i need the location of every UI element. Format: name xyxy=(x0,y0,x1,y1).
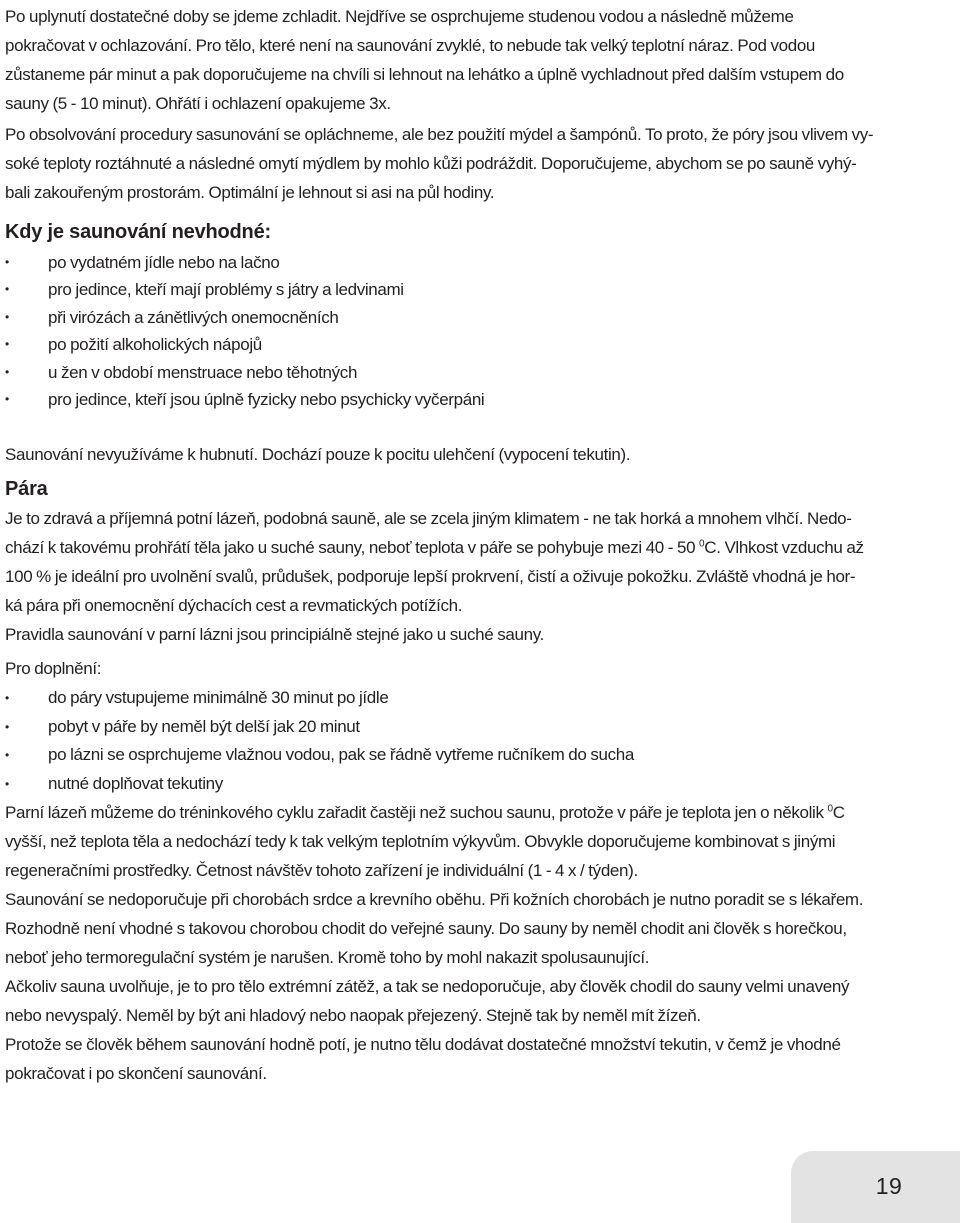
bullet-icon: • xyxy=(5,776,9,791)
text-line: soké teploty roztáhnuté a následné omytí mýdlem by mohlo kůži podráždit. Doporučujeme, abychom se po sauně vyhý- xyxy=(5,154,857,173)
bullet-icon: • xyxy=(5,719,9,734)
text-line: pokračovat i po skončení saunování. xyxy=(5,1064,267,1084)
bullet-icon: • xyxy=(5,364,9,379)
text-line: Po uplynutí dostatečné doby se jdeme zchladit. Nejdříve se osprchujeme studenou vodou a následně můžeme xyxy=(5,7,794,26)
text-line: regeneračními prostředky. Četnost návštěv tohoto zařízení je individuální (1 - 4 x / týden). xyxy=(5,861,638,881)
page-number-tab xyxy=(791,1151,960,1223)
unsuitable-heading: Kdy je saunování nevhodné: xyxy=(5,221,271,243)
steam-paragraph-3 xyxy=(5,885,955,972)
text-line: bali zakouřeným prostorám. Optimální je lehnout si asi na půl hodiny. xyxy=(5,183,495,202)
steam-paragraph-4 xyxy=(5,972,955,1030)
list-item xyxy=(5,276,955,303)
document-page xyxy=(5,0,955,1088)
list-item xyxy=(5,249,955,276)
list-item-text: do páry vstupujeme minimálně 30 minut po jídle xyxy=(48,688,389,708)
text-line: 100 % je ideální pro uvolnění svalů, průdušek, podporuje lepší prokrvení, čistí a oživuje pokožku. Zvláště vhodná je hor- xyxy=(5,567,856,587)
bullet-icon: • xyxy=(5,282,9,297)
text-line: Parní lázeň můžeme do tréninkového cyklu zařadit častěji než suchou saunu, protože v páře je teplota jen o několik xyxy=(5,803,828,823)
page-number: 19 xyxy=(875,1173,903,1199)
steam-paragraph-5 xyxy=(5,1030,955,1088)
weight-loss-note: Saunování nevyužíváme k hubnutí. Dochází pouze k pocitu ulehčení (vypocení tekutin). xyxy=(5,445,631,465)
list-item-text: pro jedince, kteří jsou úplně fyzicky nebo psychicky vyčerpáni xyxy=(48,390,485,410)
text-line: Ačkoliv sauna uvolňuje, je to pro tělo extrémní zátěž, a tak se nedoporučuje, aby člověk chodil do sauny velmi unavený xyxy=(5,977,850,997)
addendum-label: Pro doplnění: xyxy=(5,659,102,679)
intro-paragraph-1 xyxy=(5,2,955,118)
bullet-icon: • xyxy=(5,309,9,324)
text-line: chází k takovému prohřátí těla jako u suché sauny, neboť teplota v páře se pohybuje mezi 40 - 50 xyxy=(5,538,700,558)
list-item-text: po lázni se osprchujeme vlažnou vodou, pak se řádně vytřeme ručníkem do sucha xyxy=(48,745,634,765)
steam-heading: Pára xyxy=(5,478,48,501)
list-item xyxy=(5,741,955,770)
list-item-text: nutné doplňovat tekutiny xyxy=(48,773,223,793)
text-line: Je to zdravá a příjemná potní lázeň, podobná sauně, ale se zcela jiným klimatem - ne tak horká a mnohem vlhčí. Nedo- xyxy=(5,509,852,529)
unsuitable-list xyxy=(5,249,955,413)
text-line: sauny (5 - 10 minut). Ohřátí i ochlazení opakujeme 3x. xyxy=(5,94,391,113)
intro-paragraph-2 xyxy=(5,120,955,207)
text-line: Po obsolvování procedury sasunování se opláchneme, ale bez použití mýdel a šampónů. To proto, že póry jsou vlivem vy- xyxy=(5,125,874,144)
bullet-icon: • xyxy=(5,691,9,706)
steam-rules: Pravidla saunování v parní lázni jsou principiálně stejné jako u suché sauny. xyxy=(5,625,544,645)
degree-superscript: 0 xyxy=(699,538,705,550)
text-line: Protože se člověk během saunování hodně potí, je nutno tělu dodávat dostatečné množství tekutin, v čemž je vhodné xyxy=(5,1035,841,1055)
list-item xyxy=(5,770,955,799)
text-line: pokračovat v ochlazování. Pro tělo, které není na saunování zvyklé, to nebude tak velký teplotní náraz. Pod vodou xyxy=(5,36,816,55)
bullet-icon: • xyxy=(5,337,9,352)
text-line: C xyxy=(832,803,845,823)
text-line: nebo nevyspalý. Neměl by být ani hladový nebo naopak přejezený. Stejně tak by neměl mít žízeň. xyxy=(5,1006,701,1026)
list-item-text: pro jedince, kteří mají problémy s játry a ledvinami xyxy=(48,280,404,300)
list-item xyxy=(5,386,955,413)
text-line: ká pára při onemocnění dýchacích cest a revmatických potížích. xyxy=(5,596,463,616)
degree-superscript: 0 xyxy=(827,803,833,815)
steam-paragraph-1 xyxy=(5,504,955,620)
list-item xyxy=(5,331,955,358)
list-item xyxy=(5,713,955,742)
list-item xyxy=(5,304,955,331)
text-line: neboť jeho termoregulační systém je narušen. Kromě toho by mohl nakazit spolusaunující. xyxy=(5,948,650,968)
text-line: Rozhodně není vhodné s takovou chorobou chodit do veřejné sauny. Do sauny by neměl chodit ani člověk s horečkou, xyxy=(5,919,847,939)
list-item xyxy=(5,684,955,713)
list-item-text: po vydatném jídle nebo na lačno xyxy=(48,253,280,272)
steam-paragraph-2 xyxy=(5,798,955,885)
text-line: Saunování se nedoporučuje při chorobách srdce a krevního oběhu. Při kožních chorobách je nutno poradit se s lékařem. xyxy=(5,890,864,910)
text-line: vyšší, než teplota těla a nedochází tedy k tak velkým teplotním výkyvům. Obvykle doporučujeme kombinovat s jinými xyxy=(5,832,836,852)
bullet-icon: • xyxy=(5,255,9,269)
text-line: zůstaneme pár minut a pak doporučujeme na chvíli si lehnout na lehátko a úplně vychladnout před dalším vstupem do xyxy=(5,65,844,84)
text-line: C. Vlhkost vzduchu až xyxy=(704,538,864,558)
list-item-text: při virózách a zánětlivých onemocněních xyxy=(48,307,339,327)
bullet-icon: • xyxy=(5,748,9,763)
list-item-text: u žen v období menstruace nebo těhotných xyxy=(48,362,358,382)
list-item xyxy=(5,359,955,386)
steam-list xyxy=(5,684,955,798)
bullet-icon: • xyxy=(5,392,9,407)
list-item-text: pobyt v páře by neměl být delší jak 20 minut xyxy=(48,716,360,736)
list-item-text: po požití alkoholických nápojů xyxy=(48,335,262,355)
